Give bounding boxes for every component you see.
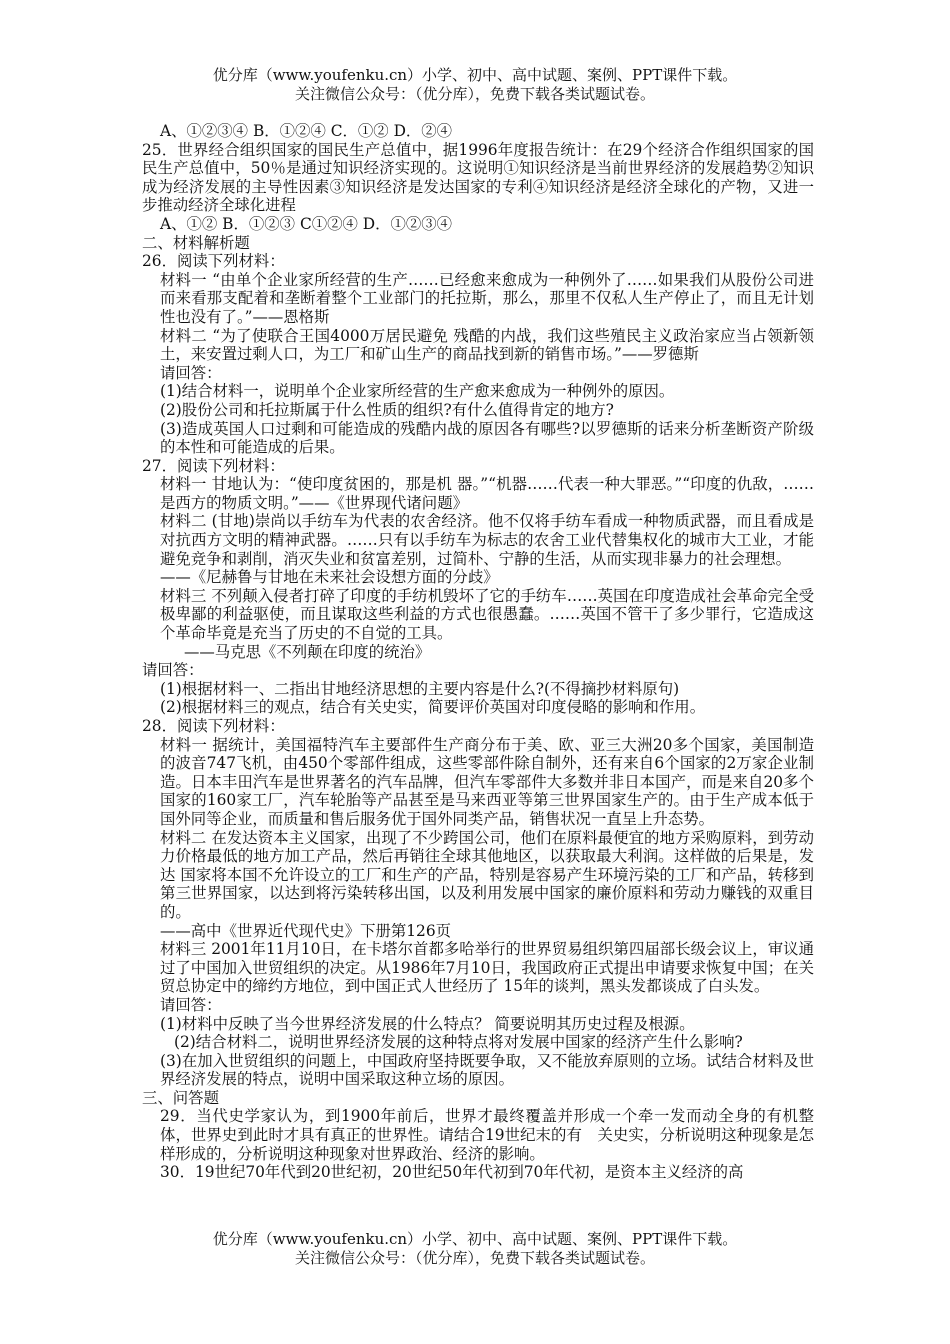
footer-line-1: 优分库（www.youfenku.cn）小学、初中、高中试题、案例、PPT课件下载。 — [212, 1230, 738, 1248]
q26-sub-1: (1)结合材料一，说明单个企业家所经营的生产愈来愈成为一种例外的原因。 — [160, 382, 675, 401]
header-line-1: 优分库（www.youfenku.cn）小学、初中、高中试题、案例、PPT课件下载。 — [212, 66, 738, 84]
section3-title: 三、问答题 — [142, 1088, 219, 1107]
page-footer — [0, 1230, 950, 1268]
q27-sub-2: (2)根据材料三的观点，结合有关史实，简要评价英国对印度侵略的影响和作用。 — [160, 698, 706, 717]
q26-sub-2: (2)股份公司和托拉斯属于什么性质的组织?有什么值得肯定的地方? — [160, 400, 614, 419]
q27-material-2-source: ——《尼赫鲁与甘地在未来社会设想方面的分歧》 — [160, 568, 499, 587]
q30: 30．19世纪70年代到20世纪初，20世纪50年代初到70年代初，是资本主义经济的高 — [160, 1163, 744, 1182]
q25-stem: 25．世界经合组织国家的国民生产总值中，据1996年度报告统计：在29个经济合作组织国家的国民生产总值中，50％是通过知识经济实现的。这说明①知识经济是当前世界经济的发展趋势②知识成为经济发展的主导性因素③知识经济是发达国家的专利④知识经济是经济全球化的产物，又进一步推动经济全球化进程 — [142, 140, 814, 215]
q27-material-2: 材料二 (甘地)崇尚以手纺车为代表的农舍经济。他不仅将手纺车看成一种物质武器，而且看成是对抗西方文明的精神武器。……只有以手纺车为标志的农舍工业代替集权化的城市大工业，才能避免竞争和剥削，消灭失业和贫富差别，过简朴、宁静的生活，从而实现非暴力的社会理想。 — [160, 512, 814, 568]
q25-options: A、①② B．①②③ C①②④ D．①②③④ — [160, 214, 453, 233]
q28-material-1: 材料一 据统计，美国福特汽车主要部件生产商分布于美、欧、亚三大洲20多个国家，美国制造的波音747飞机，由450个零部件组成，这些零部件除自制外，还有来自6个国家的2万家企业制造。日本丰田汽车是世界著名的汽车品牌，但汽车零部件大多数并非日本国产，而是来自20多个国家的160家工厂，汽车轮胎等产品甚至是马来西亚等第三世界国家生产的。由于生产成本低于国外同等企业，而质量和售后服务优于国外同类产品，销售状况一直呈上升态势。 — [160, 735, 814, 828]
q27-material-3-source: ——马克思《不列颠在印度的统治》 — [184, 642, 431, 661]
q26-material-2: 材料二 “为了使联合王国4000万居民避免 残酷的内战，我们这些殖民主义政治家应当占领新领土，来安置过剩人口，为工厂和矿山生产的商品找到新的销售市场。”——罗德斯 — [160, 326, 814, 364]
header-line-2: 关注微信公众号：（优分库），免费下载各类试题试卷。 — [294, 85, 655, 103]
q28-material-2: 材料二 在发达资本主义国家，出现了不少跨国公司，他们在原料最便宜的地方采购原料，到劳动力价格最低的地方加工产品，然后再销往全球其他地区，以获取最大利润。这样做的后果是，发达 国家将本国不允许设立的工厂和生产的产品，特别是容易产生环境污染的工厂和产品，转移到第三世界国家，以达到将污染转移出国，以及利用发展中国家的廉价原料和劳动力赚钱的双重目的。 — [160, 828, 814, 921]
q26-intro: 26．阅读下列材料： — [142, 252, 285, 271]
q26-sub-3: (3)造成英国人口过剩和可能造成的残酷内战的原因各有哪些?以罗德斯的话来分析垄断资产阶级的本性和可能造成的后果。 — [160, 419, 814, 457]
q27-material-3: 材料三 不列颠入侵者打碎了印度的手纺机毁坏了它的手纺车……英国在印度造成社会革命完全受极卑鄙的利益驱使，而且谋取这些利益的方式也很愚蠢。……英国不管干了多少罪行，它造成这个革命毕竟是充当了历史的不自觉的工具。 — [160, 586, 814, 643]
q26-ask: 请回答： — [160, 363, 222, 382]
q28-sub-3: (3)在加入世贸组织的问题上，中国政府坚持既要争取，又不能放弃原则的立场。试结合材料及世界经济发展的特点，说明中国采取这种立场的原因。 — [160, 1051, 814, 1089]
q28-material-3: 材料三 2001年11月10日，在卡塔尔首都多哈举行的世界贸易组织第四届部长级会议上，审议通过了中国加入世贸组织的决定。从1986年7月10日，我国政府正式提出申请要求恢复中国；在关贸总协定中的缔约方地位，到中国正式人世经历了 15年的谈判，黑头发都谈成了白头发。 — [160, 940, 814, 996]
q27-sub-1: (1)根据材料一、二指出甘地经济思想的主要内容是什么?(不得摘抄材料原句) — [160, 679, 680, 698]
q27-material-1: 材料一 甘地认为：“使印度贫困的，那是机 器。”“机器……代表一种大罪恶。”“印度的仇敌，……是西方的物质文明。”——《世界现代诸问题》 — [160, 475, 814, 512]
section2-title: 二、材料解析题 — [142, 233, 250, 252]
q27-ask: 请回答： — [142, 661, 204, 680]
q29: 29．当代史学家认为，到1900年前后，世界才最终覆盖并形成一个牵一发而动全身的有机整体，世界史到此时才具有真正的世界性。请结合19世纪末的有 关史实，分析说明这种现象是怎样形成的，分析说明这种现象对世界政治、经济的影响。 — [160, 1107, 814, 1163]
q27-intro: 27．阅读下列材料： — [142, 456, 285, 475]
q24-options: A、①②③④ B．①②④ C．①② D．②④ — [160, 122, 453, 140]
q28-material-2-source: ——高中《世界近代现代史》下册第126页 — [160, 921, 452, 940]
q26-material-1: 材料一 “由单个企业家所经营的生产……已经愈来愈成为一种例外了……如果我们从股份公司进而来看那支配着和垄断着整个工业部门的托拉斯，那么，那里不仅私人生产停止了，而且无计划性也没有了。”——恩格斯 — [160, 270, 814, 326]
page-header — [0, 66, 950, 104]
footer-line-2: 关注微信公众号：（优分库），免费下载各类试题试卷。 — [294, 1249, 655, 1267]
q28-ask: 请回答： — [160, 995, 222, 1014]
q28-intro: 28．阅读下列材料： — [142, 717, 285, 735]
q28-sub-1: (1)材料中反映了当今世界经济发展的什么特点？ 简要说明其历史过程及根源。 — [160, 1014, 695, 1033]
document-body — [142, 122, 814, 1182]
q28-sub-2: (2)结合材料二，说明世界经济发展的这种特点将对发展中国家的经济产生什么影响? — [174, 1033, 743, 1052]
